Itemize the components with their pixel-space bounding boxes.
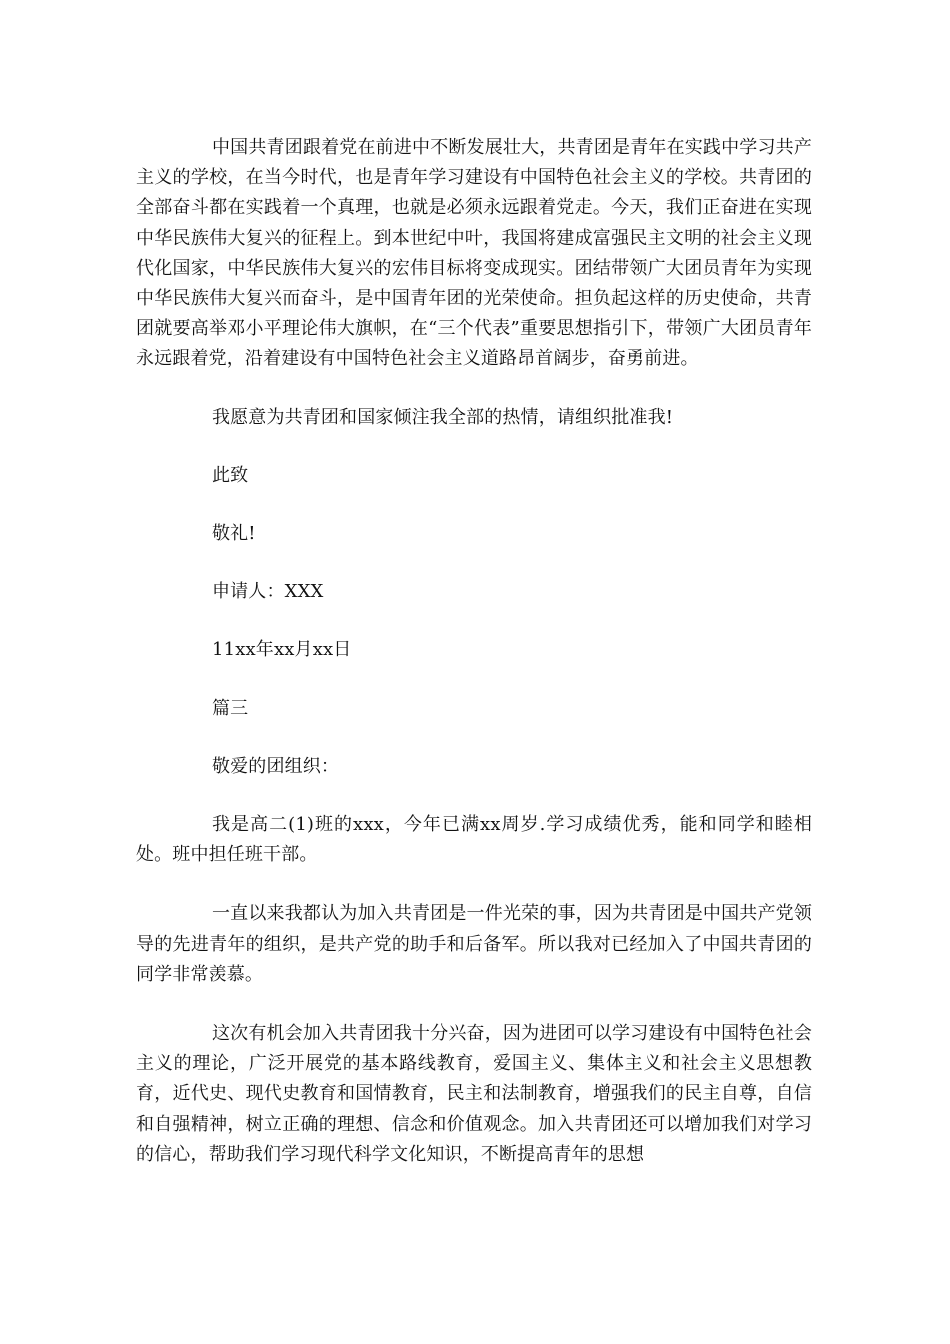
closing-salutation: 此致 <box>212 464 249 486</box>
paragraph-league-history: 中国共青团跟着党在前进中不断发展壮大，共青团是青年在实践中学习共产主义的学校，在当今时代，也是青年学习建设有中国特色社会主义的学校。共青团的全部奋斗都在实践着一个真理，也就是必须永远跟着党走。今天，我们正奋进在实现中华民族伟大复兴的征程上。到本世纪中叶，我国将建成富强民主文明的社会主义现代化国家，中华民族伟大复兴的宏伟目标将变成现实。团结带领广大团员青年为实现中华民族伟大复兴而奋斗，是中国青年团的光荣使命。担负起这样的历史使命，共青团就要高举邓小平理论伟大旗帜，在“三个代表”重要思想指引下，带领广大团员青年永远跟着党，沿着建设有中国特色社会主义道路昂首阔步，奋勇前进。 <box>136 137 812 370</box>
applicant-line: 申请人：XXX <box>212 581 324 603</box>
paragraph-aspiration: 一直以来我都认为加入共青团是一件光荣的事，因为共青团是中国共产党领导的先进青年的组织，是共产党的助手和后备军。所以我对已经加入了中国共青团的同学非常羡慕。 <box>136 903 812 985</box>
date-line: 11xx年xx月xx日 <box>212 639 352 661</box>
greeting-line: 敬爱的团组织： <box>212 755 340 777</box>
closing-respect: 敬礼! <box>212 523 256 545</box>
paragraph-motivation: 这次有机会加入共青团我十分兴奋，因为进团可以学习建设有中国特色社会主义的理论，广泛开展党的基本路线教育，爱国主义、集体主义和社会主义思想教育，近代史、现代史教育和国情教育，民主和法制教育，增强我们的民主自尊，自信和自强精神，树立正确的理想、信念和价值观念。加入共青团还可以增加我们对学习的信心，帮助我们学习现代科学文化知识，不断提高青年的思想 <box>136 1023 812 1165</box>
document-body <box>136 133 812 1170</box>
section-heading: 篇三 <box>212 697 249 719</box>
paragraph-willingness: 我愿意为共青团和国家倾注我全部的热情，请组织批准我! <box>212 406 674 428</box>
paragraph-self-introduction: 我是高二(1)班的xxx，今年已满xx周岁.学习成绩优秀，能和同学和睦相处。班中担任班干部。 <box>136 814 812 866</box>
